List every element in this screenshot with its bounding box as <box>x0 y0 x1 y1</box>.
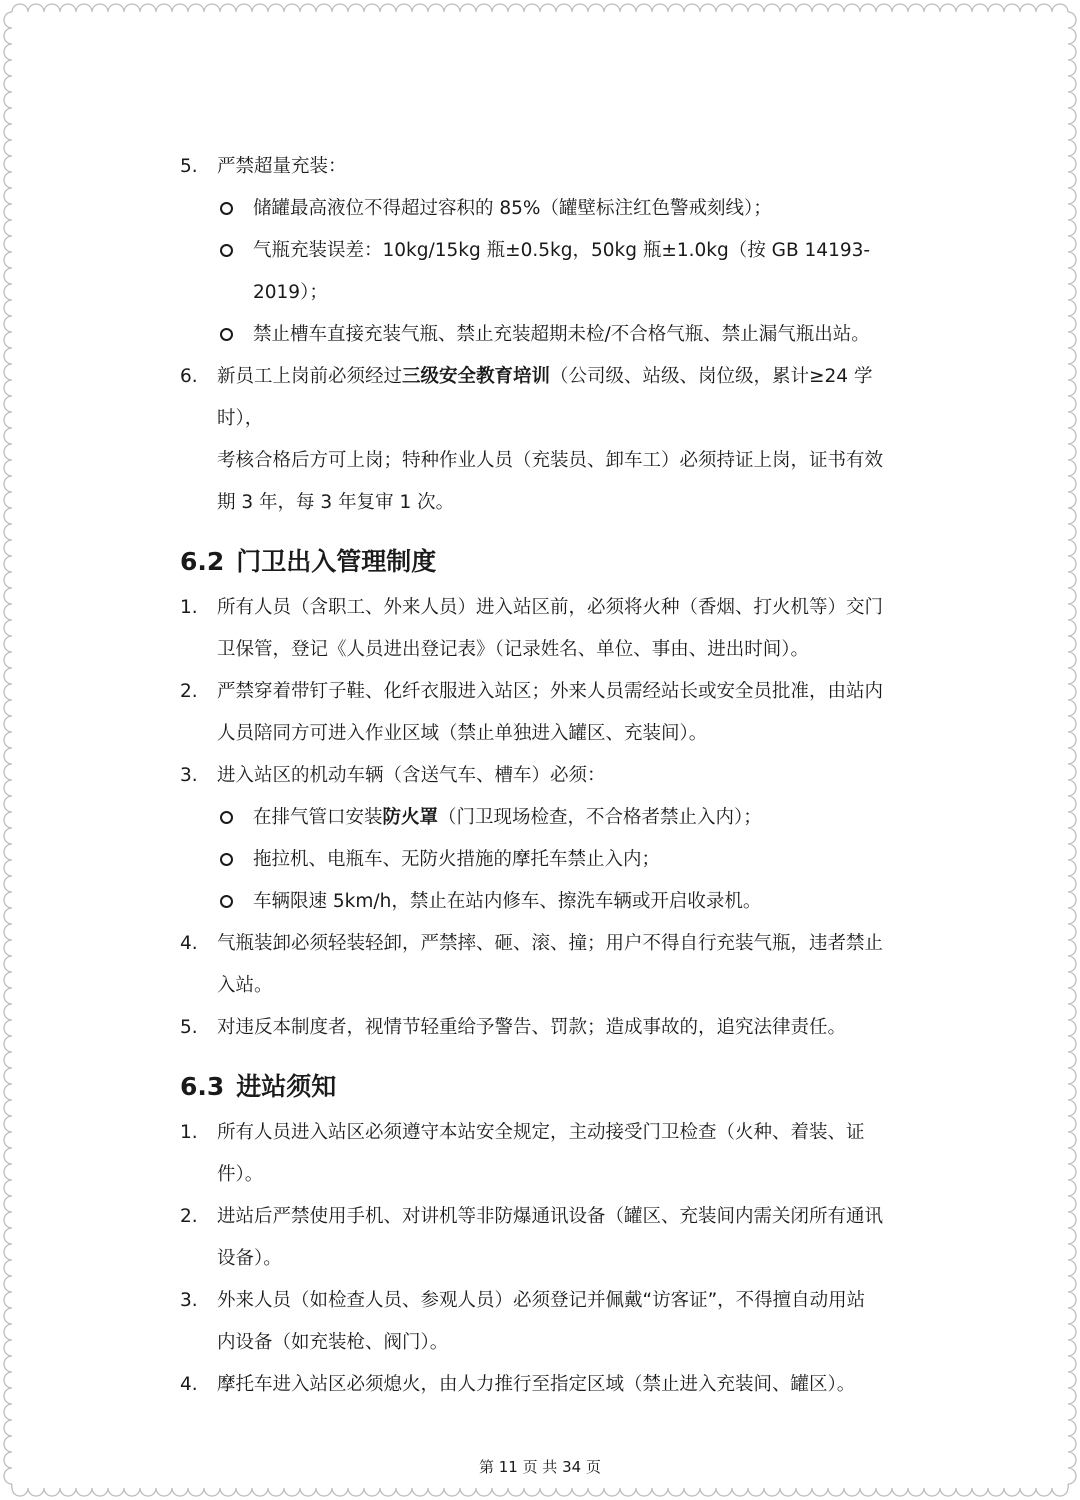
bullet-text: 禁止槽车直接充装气瓶、禁止充装超期未检/不合格气瓶、禁止漏气瓶出站。 <box>253 324 870 345</box>
section-heading <box>180 542 905 582</box>
list-text: 外来人员（如检查人员、参观人员）必须登记并佩戴“访客证”，不得擅自动用站 内设备（如充装枪、阀门）。 <box>217 1290 866 1353</box>
bullet-text: 气瓶充装误差：10kg/15kg 瓶±0.5kg，50kg 瓶±1.0kg（按 GB 14193-2019）； <box>253 240 871 303</box>
section-heading <box>180 1067 905 1107</box>
list-text: 气瓶装卸必须轻装轻卸，严禁摔、砸、滚、撞；用户不得自行充装气瓶，违者禁止 入站。 <box>217 933 884 996</box>
bullet-text: 车辆限速 5km/h，禁止在站内修车、擦洗车辆或开启收录机。 <box>253 891 762 912</box>
bold-term: 防火罩 <box>382 807 439 828</box>
bullet-text: 在排气管口安装防火罩（门卫现场检查，不合格者禁止入内）； <box>253 807 762 828</box>
list-item <box>180 1007 905 1049</box>
list-item <box>180 923 905 1007</box>
bullet-item <box>180 797 905 839</box>
bullet-text: 储罐最高液位不得超过容积的 85%（罐壁标注红色警戒刻线）； <box>253 198 772 219</box>
list-text: 进入站区的机动车辆（含送气车、槽车）必须： <box>217 765 606 786</box>
circle-bullet-icon <box>220 202 233 215</box>
list-number: 1. <box>180 597 198 618</box>
list-number: 4. <box>180 933 198 954</box>
list-number: 4. <box>180 1374 198 1395</box>
list-text: 所有人员进入站区必须遵守本站安全规定，主动接受门卫检查（火种、着装、证件）。 <box>217 1122 865 1185</box>
list-number: 2. <box>180 681 198 702</box>
list-number: 1. <box>180 1122 198 1143</box>
list-number: 6. <box>180 366 198 387</box>
list-text: 所有人员（含职工、外来人员）进入站区前，必须将火种（香烟、打火机等）交门 卫保管，登记《人员进出登记表》（记录姓名、单位、事由、进出时间）。 <box>217 597 884 660</box>
list-number: 5. <box>180 156 198 177</box>
bullet-item <box>180 881 905 923</box>
list-number: 5. <box>180 1017 198 1038</box>
list-item <box>180 1280 905 1364</box>
circle-bullet-icon <box>220 811 233 824</box>
list-item <box>180 146 905 188</box>
circle-bullet-icon <box>220 328 233 341</box>
circle-bullet-icon <box>220 895 233 908</box>
list-item <box>180 587 905 671</box>
bullet-item <box>180 230 905 314</box>
bullet-item <box>180 839 905 881</box>
bold-term: 三级安全教育培训 <box>402 366 551 387</box>
list-item <box>180 671 905 755</box>
list-item <box>180 1196 905 1280</box>
list-number: 2. <box>180 1206 198 1227</box>
bullet-text: 拖拉机、电瓶车、无防火措施的摩托车禁止入内； <box>253 849 661 870</box>
section-number: 6.3 <box>180 1072 225 1101</box>
circle-bullet-icon <box>220 853 233 866</box>
bullet-item <box>180 314 905 356</box>
list-item <box>180 755 905 797</box>
circle-bullet-icon <box>220 244 233 257</box>
list-number: 3. <box>180 765 198 786</box>
list-text: 进站后严禁使用手机、对讲机等非防爆通讯设备（罐区、充装间内需关闭所有通讯 设备）。 <box>217 1206 884 1269</box>
list-text: 对违反本制度者，视情节轻重给予警告、罚款；造成事故的，追究法律责任。 <box>217 1017 847 1038</box>
section-number: 6.2 <box>180 547 225 576</box>
section-title: 进站须知 <box>236 1072 337 1101</box>
section-title: 门卫出入管理制度 <box>236 547 437 576</box>
list-text: 严禁超量充装： <box>217 156 347 177</box>
list-item <box>180 1364 905 1406</box>
page-content <box>180 146 905 1406</box>
list-item <box>180 356 905 524</box>
page-footer: 第 11 页 共 34 页 <box>478 1458 601 1476</box>
list-text: 摩托车进入站区必须熄火，由人力推行至指定区域（禁止进入充装间、罐区）。 <box>217 1374 856 1395</box>
list-text: 严禁穿着带钉子鞋、化纤衣服进入站区；外来人员需经站长或安全员批准，由站内 人员陪同方可进入作业区域（禁止单独进入罐区、充装间）。 <box>217 681 884 744</box>
list-text: 新员工上岗前必须经过三级安全教育培训（公司级、站级、岗位级，累计≥24 学时）， 考核合格后方可上岗；特种作业人员（充装员、卸车工）必须持证上岗，证书有效 期 3 年，每 3 年复审 1 次。 <box>217 366 884 513</box>
list-item <box>180 1112 905 1196</box>
list-number: 3. <box>180 1290 198 1311</box>
bullet-item <box>180 188 905 230</box>
